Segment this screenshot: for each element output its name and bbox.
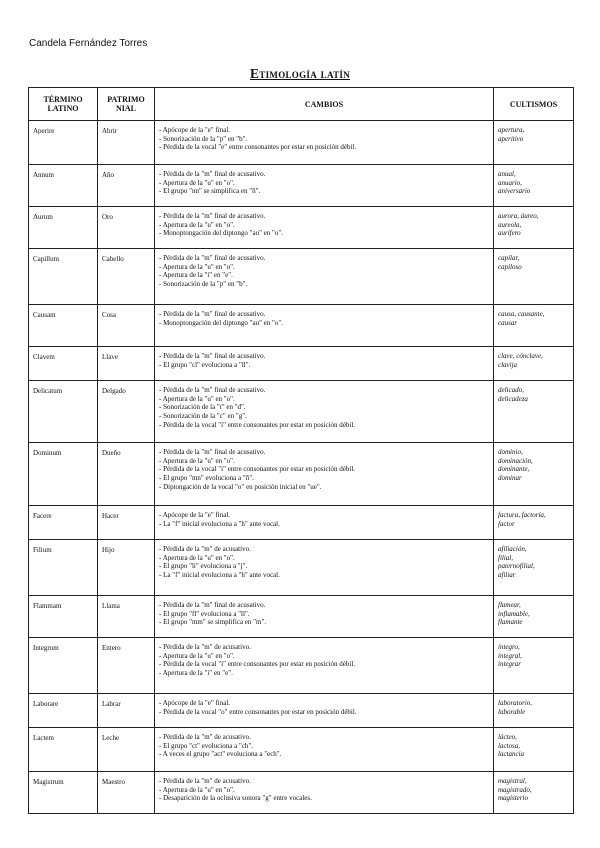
patrimonial-word: Oro (98, 207, 155, 249)
cultismo-item: magistral, (498, 777, 527, 785)
table-row (29, 772, 574, 814)
patrimonial-word: Leche (98, 728, 155, 772)
change-item: - Apertura de la "i" en "e". (159, 669, 233, 678)
cultismo-item: afiliación, (498, 545, 527, 553)
table-row (29, 121, 574, 165)
changes-cell (155, 249, 494, 305)
change-item: - Apócope de la "e" final. (159, 126, 231, 134)
table-body (29, 121, 574, 814)
cultismo-item: lactancia (498, 750, 525, 759)
changes-cell (155, 121, 494, 165)
changes-cell (155, 638, 494, 694)
patrimonial-word: Cosa (98, 305, 155, 347)
change-item: - Pérdida de la "m" de acusativo. (159, 733, 251, 741)
cultismos-cell (494, 638, 574, 694)
cultismo-item: clave, cónclave, (498, 352, 543, 360)
latin-term: Dominum (29, 443, 98, 506)
cultismo-item: delicado, (498, 386, 524, 394)
change-item: - Pérdida de la vocal "i" entre consonantes por estar en posición débil. (159, 660, 356, 669)
patrimonial-word: Año (98, 165, 155, 207)
cultismo-item: integral, (498, 651, 522, 660)
cultismo-item: aurífero (498, 229, 521, 238)
cultismo-item: integrar (498, 660, 521, 669)
patrimonial-word: Llama (98, 596, 155, 638)
changes-cell (155, 165, 494, 207)
changes-cell (155, 207, 494, 249)
change-item: - Diptongación de la vocal "o" en posición inicial en "ue". (159, 482, 322, 491)
change-item: - Pérdida de la "m" de acusativo. (159, 777, 251, 785)
patrimonial-word: Llave (98, 347, 155, 381)
latin-term: Aurum (29, 207, 98, 249)
table-row (29, 347, 574, 381)
change-item: - El grupo "mm" se simplifica en "m". (159, 618, 267, 627)
cultismos-cell (494, 596, 574, 638)
change-item: - La "f" inicial evoluciona a "h" ante vocal. (159, 519, 280, 528)
cultismo-item: anuario, (498, 178, 522, 187)
change-item: - Pérdida de la "m" final de acusativo. (159, 448, 266, 456)
table-row (29, 728, 574, 772)
table-row (29, 305, 574, 347)
cultismo-item: aureola, (498, 220, 522, 229)
change-item: - Pérdida de la vocal "i" entre consonantes por estar en posición débil. (159, 465, 356, 474)
change-item: - La "f" inicial evoluciona a "h" ante vocal. (159, 571, 280, 580)
cultismo-item: clavija (498, 360, 518, 369)
change-item: - Apertura de la "u" en "o". (159, 394, 235, 403)
cultismos-cell (494, 772, 574, 814)
cultismo-item: dominante, (498, 465, 530, 474)
patrimonial-word: Entero (98, 638, 155, 694)
cultismos-cell (494, 347, 574, 381)
cultismo-item: aurora, áureo, (498, 212, 539, 220)
header-patrimonial: PATRIMO NIAL (98, 88, 155, 121)
change-item: - Pérdida de la vocal "o" entre consonantes por estar en posición débil. (159, 707, 357, 716)
cultismos-cell (494, 165, 574, 207)
change-item: - Apócope de la "e" final. (159, 699, 231, 707)
cultismo-item: laboratorio, (498, 699, 533, 707)
cultismos-cell (494, 249, 574, 305)
change-item: - Monoptongación del diptongo "au" en "o". (159, 229, 283, 238)
change-item: - Pérdida de la vocal "e" entre consonantes por estar en posición débil. (159, 143, 357, 152)
cultismos-cell (494, 381, 574, 443)
latin-term: Flammam (29, 596, 98, 638)
latin-term: Causam (29, 305, 98, 347)
table-row (29, 638, 574, 694)
cultismo-item: filial, (498, 553, 513, 562)
change-item: - Desaparición de la oclusiva sonora "g" entre vocales. (159, 794, 312, 803)
table-header-row (29, 88, 574, 121)
patrimonial-word: Abrir (98, 121, 155, 165)
table-row (29, 165, 574, 207)
changes-cell (155, 596, 494, 638)
table-row (29, 443, 574, 506)
latin-term: Facere (29, 506, 98, 540)
cultismo-item: factura, factoría, (498, 511, 546, 519)
change-item: - Sonorización de la "c" en "g". (159, 412, 247, 421)
table-row (29, 381, 574, 443)
latin-term: Laborare (29, 694, 98, 728)
table-row (29, 207, 574, 249)
header-termino: TÉRMINO LATINO (29, 88, 98, 121)
cultismos-cell (494, 506, 574, 540)
cultismos-cell (494, 121, 574, 165)
changes-cell (155, 540, 494, 596)
document-title: Etimología latín (249, 66, 351, 81)
patrimonial-word: Hijo (98, 540, 155, 596)
cultismo-item: delicadeza (498, 394, 528, 403)
cultismo-item: magistrado, (498, 785, 532, 794)
change-item: - El grupo "li" evoluciona a "j". (159, 562, 248, 571)
latin-term: Magistrum (29, 772, 98, 814)
latin-term: Lactem (29, 728, 98, 772)
cultismo-item: afiliar (498, 571, 516, 580)
latin-term: Annum (29, 165, 98, 207)
cultismo-item: factor (498, 519, 515, 528)
changes-cell (155, 347, 494, 381)
change-item: - Apertura de la "u" en "o". (159, 651, 235, 660)
patrimonial-word: Dueño (98, 443, 155, 506)
changes-cell (155, 728, 494, 772)
cultismo-item: magisterio (498, 794, 528, 803)
change-item: - Pérdida de la "m" final de acusativo. (159, 386, 266, 394)
cultismo-item: lactosa, (498, 741, 520, 750)
author-name: Candela Fernández Torres (29, 38, 148, 49)
patrimonial-word: Maestro (98, 772, 155, 814)
change-item: - Pérdida de la vocal "i" entre consonantes por estar en posición débil. (159, 420, 356, 429)
header-cultismos: CULTISMOS (494, 88, 574, 121)
cultismo-item: capiloso (498, 262, 522, 271)
latin-term: Aperire (29, 121, 98, 165)
change-item: - Pérdida de la "m" final de acusativo. (159, 254, 266, 262)
change-item: - Apócope de la "e" final. (159, 511, 231, 519)
changes-cell (155, 694, 494, 728)
latin-term: Capillum (29, 249, 98, 305)
patrimonial-word: Delgado (98, 381, 155, 443)
change-item: - Apertura de la "u" en "o". (159, 262, 235, 271)
cultismos-cell (494, 540, 574, 596)
patrimonial-word: Cabello (98, 249, 155, 305)
cultismo-item: capilar, (498, 254, 520, 262)
cultismo-item: íntegro, (498, 643, 520, 651)
patrimonial-word: Hacer (98, 506, 155, 540)
cultismo-item: paternofilial, (498, 562, 535, 571)
change-item: - El grupo "mn" evoluciona a "ñ". (159, 474, 254, 483)
changes-cell (155, 772, 494, 814)
table-row (29, 694, 574, 728)
cultismo-item: aniversario (498, 187, 531, 196)
header-cambios: CAMBIOS (155, 88, 494, 121)
change-item: - Pérdida de la "m" final de acusativo. (159, 601, 266, 609)
cultismos-cell (494, 207, 574, 249)
change-item: - Pérdida de la "m" de acusativo. (159, 643, 251, 651)
cultismo-item: anual, (498, 170, 516, 178)
cultismos-cell (494, 694, 574, 728)
change-item: - Pérdida de la "m" de acusativo. (159, 545, 251, 553)
change-item: - El grupo "nn" se simplifica en "ñ". (159, 187, 261, 196)
change-item: - El grupo "ct" evoluciona a "ch". (159, 741, 254, 750)
change-item: - Apertura de la "u" en "o". (159, 785, 235, 794)
changes-cell (155, 305, 494, 347)
cultismo-item: dominar (498, 474, 522, 483)
change-item: - Apertura de la "u" en "o". (159, 456, 235, 465)
cultismo-item: inflamable, (498, 609, 530, 618)
cultismo-item: flamear, (498, 601, 521, 609)
latin-term: Filium (29, 540, 98, 596)
cultismo-item: apertura, (498, 126, 525, 134)
change-item: - Apertura de la "i" en "e". (159, 271, 233, 280)
table-row (29, 249, 574, 305)
change-item: - Sonorización de la "t" en "d". (159, 403, 246, 412)
change-item: - El grupo "fl" evoluciona a "ll". (159, 609, 250, 618)
cultismo-item: causar (498, 318, 518, 327)
table-row (29, 540, 574, 596)
change-item: - Apertura de la "u" en "o". (159, 178, 235, 187)
change-item: - El grupo "cl" evoluciona a "ll". (159, 360, 251, 369)
cultismo-item: lácteo, (498, 733, 517, 741)
change-item: - A veces el grupo "act" evoluciona a "ech". (159, 750, 282, 759)
etymology-table (28, 87, 574, 814)
cultismo-item: aperitivo (498, 134, 524, 143)
change-item: - Monoptongación del diptongo "au" en "o". (159, 318, 283, 327)
change-item: - Sonorización de la "p" en "b". (159, 134, 248, 143)
cultismo-item: laborable (498, 707, 526, 716)
latin-term: Delicatum (29, 381, 98, 443)
cultismos-cell (494, 305, 574, 347)
cultismo-item: causa, causante, (498, 310, 545, 318)
patrimonial-word: Labrar (98, 694, 155, 728)
change-item: - Pérdida de la "m" final de acusativo. (159, 310, 266, 318)
cultismo-item: dominación, (498, 456, 533, 465)
change-item: - Sonorización de la "p" en "b". (159, 280, 248, 289)
change-item: - Pérdida de la "m" final de acusativo. (159, 352, 266, 360)
cultismos-cell (494, 728, 574, 772)
latin-term: Clavem (29, 347, 98, 381)
changes-cell (155, 381, 494, 443)
latin-term: Integrum (29, 638, 98, 694)
table-row (29, 506, 574, 540)
changes-cell (155, 443, 494, 506)
change-item: - Apertura de la "u" en "o". (159, 553, 235, 562)
change-item: - Pérdida de la "m" final de acusativo. (159, 212, 266, 220)
changes-cell (155, 506, 494, 540)
cultismo-item: dominio, (498, 448, 523, 456)
cultismo-item: flamante (498, 618, 523, 627)
table-row (29, 596, 574, 638)
change-item: - Apertura de la "u" en "o". (159, 220, 235, 229)
change-item: - Pérdida de la "m" final de acusativo. (159, 170, 266, 178)
cultismos-cell (494, 443, 574, 506)
